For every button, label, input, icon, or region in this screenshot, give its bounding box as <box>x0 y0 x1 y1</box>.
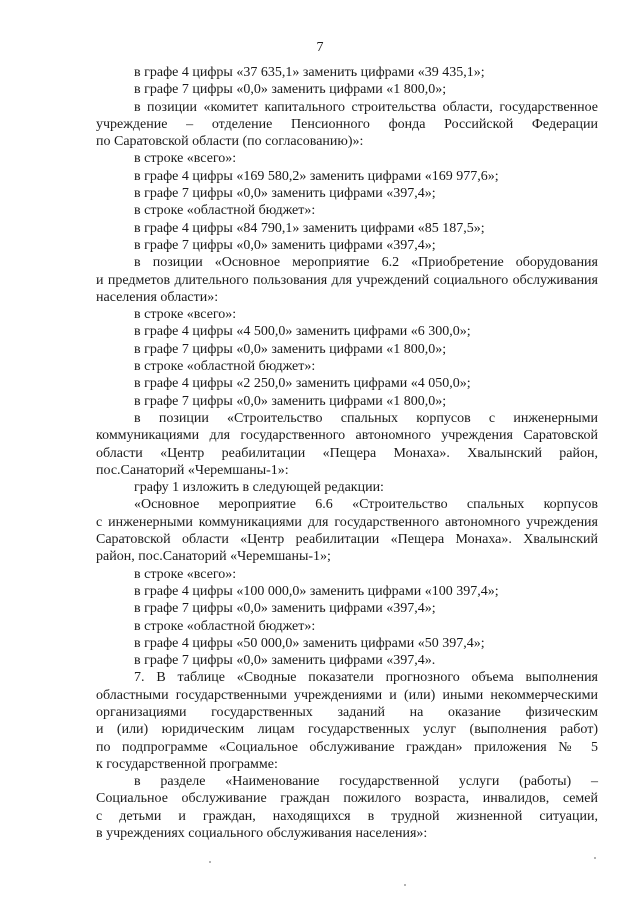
text-line: областными государственными учреждениями и (или) иными некоммерческими <box>96 687 598 703</box>
scan-speck <box>594 857 596 859</box>
text-line: и (или) юридическим лицам государственных услуг (выполнения работ) <box>96 722 598 738</box>
text-line: район, пос.Санаторий «Черемшаны-1»; <box>96 549 331 565</box>
text-line: в графе 7 цифры «0,0» заменить цифрами «1 800,0»; <box>134 82 447 98</box>
text-line: в строке «областной бюджет»: <box>134 618 316 634</box>
scan-speck <box>209 861 211 863</box>
text-line: пос.Санаторий «Черемшаны-1»: <box>96 462 289 478</box>
text-line: и предметов длительного пользования для учреждений социального обслуживания <box>96 272 598 288</box>
text-line: в разделе «Наименование государственной услуги (работы) – <box>134 774 598 790</box>
text-line: Саратовской области «Центр реабилитации «Пещера Монаха». Хвалынский <box>96 532 598 548</box>
text-line: в графе 4 цифры «37 635,1» заменить цифрами «39 435,1»; <box>134 65 485 80</box>
text-line: по Саратовской области (по согласованию)»: <box>96 134 364 150</box>
text-line: в строке «областной бюджет»: <box>134 203 316 219</box>
text-line: с инженерными коммуникациями для государственного автономного учреждения <box>96 514 598 530</box>
text-line: коммуникациями для государственного автономного учреждения Саратовской <box>96 428 598 444</box>
text-line: в графе 4 цифры «50 000,0» заменить цифрами «50 397,4»; <box>134 635 485 651</box>
text-line: по подпрограмме «Социальное обслуживание граждан» приложения № 5 <box>96 739 598 755</box>
text-line: учреждение – отделение Пенсионного фонда Российской Федерации <box>96 116 598 132</box>
text-line: в графе 4 цифры «84 790,1» заменить цифрами «85 187,5»; <box>134 220 485 236</box>
text-line: с детьми и граждан, находящихся в трудной жизненной ситуации, <box>96 808 598 824</box>
page-number: 7 <box>316 40 324 55</box>
text-line: в графе 4 цифры «169 580,2» заменить цифрами «169 977,6»; <box>134 168 499 184</box>
text-line: «Основное мероприятие 6.6 «Строительство спальных корпусов <box>134 497 598 513</box>
scan-speck <box>404 884 406 886</box>
text-line: к государственной программе: <box>96 756 278 772</box>
text-line: в строке «областной бюджет»: <box>134 359 316 375</box>
document-body <box>96 64 598 842</box>
text-line: в графе 7 цифры «0,0» заменить цифрами «397,4»; <box>134 237 436 253</box>
text-line: области «Центр реабилитации «Пещера Монаха». Хвалынский район, <box>96 445 598 461</box>
text-line: Социальное обслуживание граждан пожилого возраста, инвалидов, семей <box>96 791 598 807</box>
text-line: графу 1 изложить в следующей редакции: <box>134 480 384 496</box>
text-line: населения области»: <box>96 289 219 305</box>
text-line: в учреждениях социального обслуживания населения»: <box>96 826 428 842</box>
text-line: в графе 7 цифры «0,0» заменить цифрами «1 800,0»; <box>134 341 447 357</box>
text-line: в строке «всего»: <box>134 566 237 582</box>
text-line: в строке «всего»: <box>134 307 237 323</box>
text-line: в графе 4 цифры «4 500,0» заменить цифрами «6 300,0»; <box>134 324 471 340</box>
text-line: в позиции «Строительство спальных корпусов с инженерными <box>134 410 598 426</box>
text-line: в графе 7 цифры «0,0» заменить цифрами «1 800,0»; <box>134 393 447 409</box>
text-line: 7. В таблице «Сводные показатели прогнозного объема выполнения <box>134 670 598 686</box>
text-line: в графе 4 цифры «100 000,0» заменить цифрами «100 397,4»; <box>134 583 499 599</box>
text-line: в графе 4 цифры «2 250,0» заменить цифрами «4 050,0»; <box>134 376 471 392</box>
text-line: в графе 7 цифры «0,0» заменить цифрами «397,4»; <box>134 601 436 617</box>
text-line: в позиции «комитет капитального строительства области, государственное <box>134 99 598 115</box>
text-line: в графе 7 цифры «0,0» заменить цифрами «397,4». <box>134 653 436 669</box>
text-line: в позиции «Основное мероприятие 6.2 «Приобретение оборудования <box>134 255 598 271</box>
text-line: в графе 7 цифры «0,0» заменить цифрами «397,4»; <box>134 186 436 202</box>
text-line: организациями государственных заданий на оказание физическим <box>96 704 598 720</box>
text-line: в строке «всего»: <box>134 151 237 167</box>
